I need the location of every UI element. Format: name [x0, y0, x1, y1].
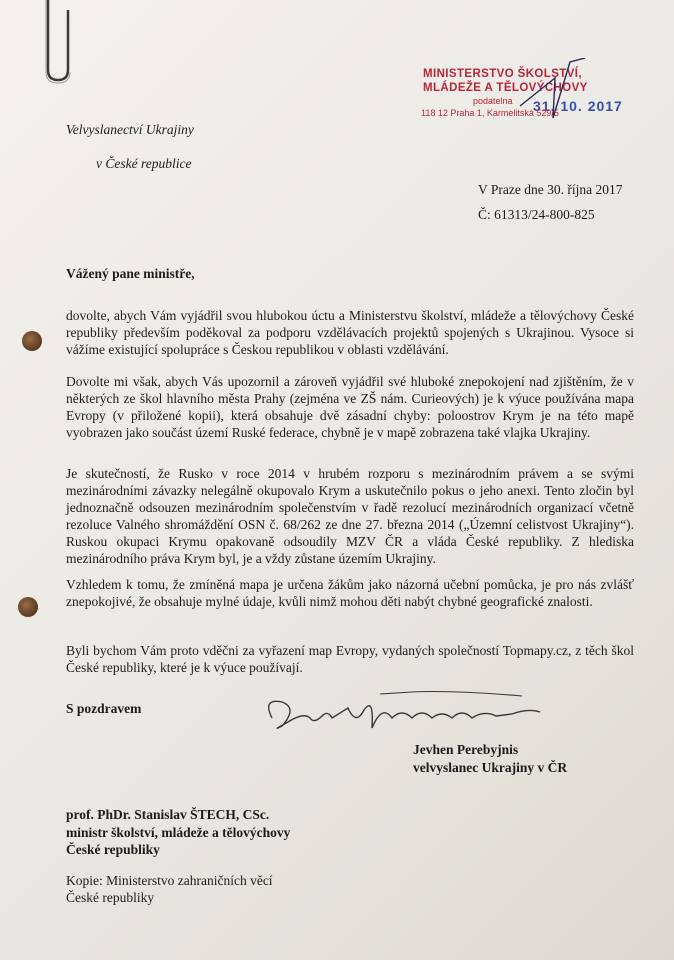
copy-line-2: České republiky [66, 890, 155, 905]
paragraph-5: Byli bychom Vám proto vděčni za vyřazení map Evropy, vydaných společností Topmapy.cz, z těch škol České republiky, které je k výuce používají. [66, 643, 634, 675]
sender-line-1: Velvyslanectví Ukrajiny [66, 122, 194, 137]
stamp-address: 118 12 Praha 1, Karmelitská 529/5 [421, 108, 559, 118]
handwritten-signature-icon [252, 688, 552, 738]
reference-number: Č: 61313/24-800-825 [478, 207, 595, 222]
registry-stamp [405, 58, 635, 128]
recipient-line-2: ministr školství, mládeže a tělovýchovy [66, 825, 291, 840]
paragraph-3: Je skutečností, že Rusko v roce 2014 v hrubém rozporu s mezinárodním právem a se svými mezinárodními závazky nelegálně okupovalo Krym a uskutečnilo pokus o jeho anexi. Tento zločin byl jednoznačně odsouzen mezinárodním společenstvím v řadě rezolucí mezinárodních organizací včetně rezoluce Valného shromáždění OSN č. 68/262 ze dne 27. března 2014 („Územní celistvost Ukrajiny“). Ruskou okupaci Krymu opakovaně odsoudily MZV ČR a vláda České republiky. Z hlediska mezinárodního práva Krym byl, je a vždy zůstane územím Ukrajiny. [66, 466, 634, 566]
recipient-line-3: České republiky [66, 842, 160, 857]
signatory-name: Jevhen Perebyjnis [413, 742, 519, 757]
paper-clip-icon [44, 0, 74, 84]
recipient-line-1: prof. PhDr. Stanislav ŠTECH, CSc. [66, 807, 270, 822]
date-line: V Praze dne 30. října 2017 [478, 182, 623, 197]
closing: S pozdravem [66, 701, 142, 716]
paragraph-1: dovolte, abych Vám vyjádřil svou hlubokou úctu a Ministerstvu školství, mládeže a tělovýchovy České republiky především poděkoval za podporu vzdělávacích projektů spojených s Ukrajinou. Vysoce si vážíme existující spolupráce s Českou republikou v oblasti vzdělávání. [66, 308, 634, 357]
paragraph-4: Vzhledem k tomu, že zmíněná mapa je určena žákům jako názorná učební pomůcka, je pro nás zvlášť znepokojivé, že obsahuje mylné údaje, kvůli nimž mohou děti nabýt chybné geografické znalosti. [66, 577, 634, 609]
stamp-line-2: MLÁDEŽE A TĚLOVÝCHOVY [423, 82, 588, 94]
stamp-date: 31. 10. 2017 [533, 98, 623, 114]
signatory-title: velvyslanec Ukrajiny v ČR [413, 760, 568, 775]
copy-line-1: Kopie: Ministerstvo zahraničních věcí [66, 873, 273, 888]
stamp-line-1: MINISTERSTVO ŠKOLSTVÍ, [423, 68, 582, 80]
paragraph-2: Dovolte mi však, abych Vás upozornil a zároveň vyjádřil své hluboké znepokojení nad zjištěním, že v některých ze škol hlavního města Prahy (zejména ve ZŠ nám. Curieových) je k výuce používána mapa Evropy (v přiložené kopii), která obsahuje dvě zásadní chyby: poloostrov Krym je na této mapě vyobrazen jako součást území Ruské federace, chybně je v mapě zobrazena také vlajka Ukrajiny. [66, 374, 634, 440]
stamp-signature-icon [405, 58, 635, 128]
salutation: Vážený pane ministře, [66, 266, 195, 281]
punch-hole-icon [22, 331, 42, 351]
stamp-podatelna: podatelna [473, 96, 513, 106]
punch-hole-icon [18, 597, 38, 617]
sender-line-2: v České republice [96, 156, 192, 171]
